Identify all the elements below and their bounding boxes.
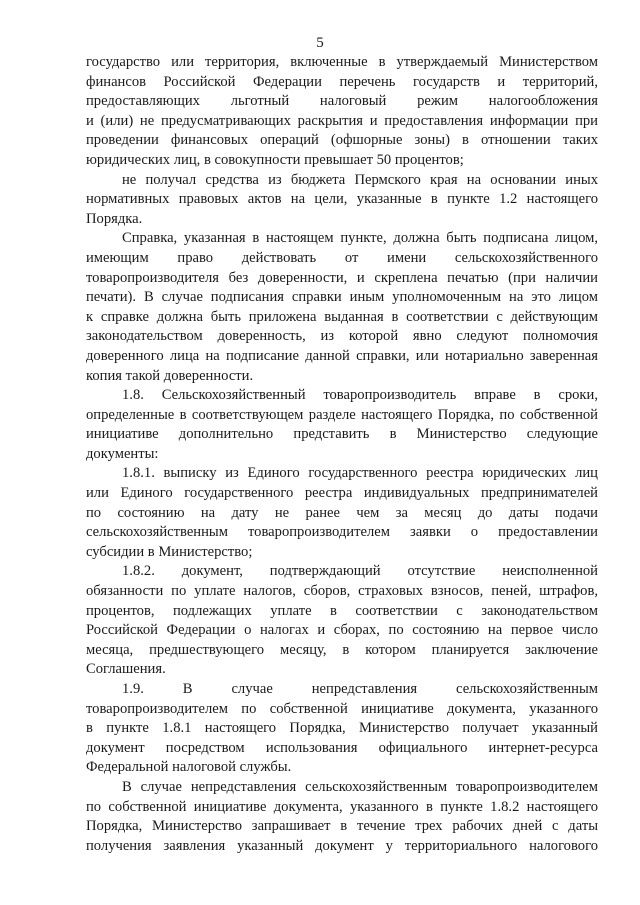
text-line: законодательством доверенность, из которой явно следуют полномочия <box>86 328 598 345</box>
text-line: в пункте 1.8.1 настоящего Порядка, Министерство получает указанный <box>86 720 598 737</box>
paragraph <box>86 680 598 778</box>
text-line: получения заявления указанный документ у территориального налогового <box>86 837 598 854</box>
text-line: сельскохозяйственным товаропроизводителем заявки о предоставлении <box>86 524 598 541</box>
text-line: Российской Федерации о налогах и сборах, по состоянию на первое число <box>86 622 598 639</box>
text-line: печати). В случае подписания справки иным уполномоченным на это лицом <box>86 289 598 306</box>
text-line: процентов, подлежащих уплате в соответствии с законодательством <box>86 602 598 619</box>
paragraph <box>86 778 598 856</box>
text-line: к справке должна быть приложена выданная в соответствии с действующим <box>86 308 598 325</box>
text-line: юридических лиц, в совокупности превышает 50 процентов; <box>86 151 464 168</box>
text-line: или Единого государственного реестра индивидуальных предпринимателей <box>86 485 598 502</box>
text-line: Порядка, Министерство запрашивает в течение трех рабочих дней с даты <box>86 818 598 835</box>
paragraph <box>86 464 598 562</box>
text-line: 1.8.1. выписку из Единого государственного реестра юридических лиц <box>122 465 598 482</box>
text-line: месяца, предшествующего месяцу, в котором планируется заключение <box>86 641 598 658</box>
paragraph <box>86 171 598 230</box>
text-line: В случае непредставления сельскохозяйственным товаропроизводителем <box>122 778 598 795</box>
text-line: по состоянию на дату не ранее чем за месяц до даты подачи <box>86 504 598 521</box>
text-line: обязанности по уплате налогов, сборов, страховых взносов, пеней, штрафов, <box>86 583 598 600</box>
paragraph <box>86 53 598 171</box>
text-line: нормативных правовых актов на цели, указанные в пункте 1.2 настоящего <box>86 191 598 208</box>
text-line: определенные в соответствующем разделе настоящего Порядка, по собственной <box>86 406 598 423</box>
text-line: 1.9. В случае непредставления сельскохозяйственным <box>122 681 598 697</box>
text-line: доверенного лица на подписание данной справки, или нотариально заверенная <box>86 347 598 364</box>
text-line: по собственной инициативе документа, указанного в пункте 1.8.2 настоящего <box>86 798 598 815</box>
text-line: государство или территория, включенные в утверждаемый Министерством <box>86 54 598 70</box>
text-line: не получал средства из бюджета Пермского края на основании иных <box>122 171 598 188</box>
text-line: субсидии в Министерство; <box>86 543 253 560</box>
paragraph <box>86 562 598 680</box>
text-line: и (или) не предусматривающих раскрытия и предоставления информации при <box>86 112 598 129</box>
text-line: 1.8. Сельскохозяйственный товаропроизводитель вправе в сроки, <box>122 387 598 404</box>
text-line: финансов Российской Федерации перечень государств и территорий, <box>86 73 598 90</box>
text-line: документы: <box>86 445 159 462</box>
text-line: документ посредством использования официального интернет-ресурса <box>86 739 598 756</box>
document-body <box>86 53 598 856</box>
text-line: Справка, указанная в настоящем пункте, должна быть подписана лицом, <box>122 230 598 247</box>
text-line: товаропроизводителем по собственной инициативе документа, указанного <box>86 700 598 717</box>
page-number: 5 <box>316 35 324 51</box>
paragraph <box>86 386 598 464</box>
text-line: 1.8.2. документ, подтверждающий отсутствие неисполненной <box>122 563 598 580</box>
text-line: товаропроизводителя без доверенности, и скреплена печатью (при наличии <box>86 269 598 286</box>
text-line: имеющим право действовать от имени сельскохозяйственного <box>86 249 598 266</box>
text-line: Соглашения. <box>86 661 166 678</box>
text-line: проведении финансовых операций (офшорные зоны) в отношении таких <box>86 132 598 149</box>
text-line: инициативе дополнительно представить в Министерство следующие <box>86 426 598 443</box>
text-line: Порядка. <box>86 210 143 227</box>
text-line: копия такой доверенности. <box>86 367 254 384</box>
paragraph <box>86 229 598 386</box>
text-line: Федеральной налоговой службы. <box>86 759 292 776</box>
text-line: предоставляющих льготный налоговый режим налогообложения <box>86 93 598 110</box>
